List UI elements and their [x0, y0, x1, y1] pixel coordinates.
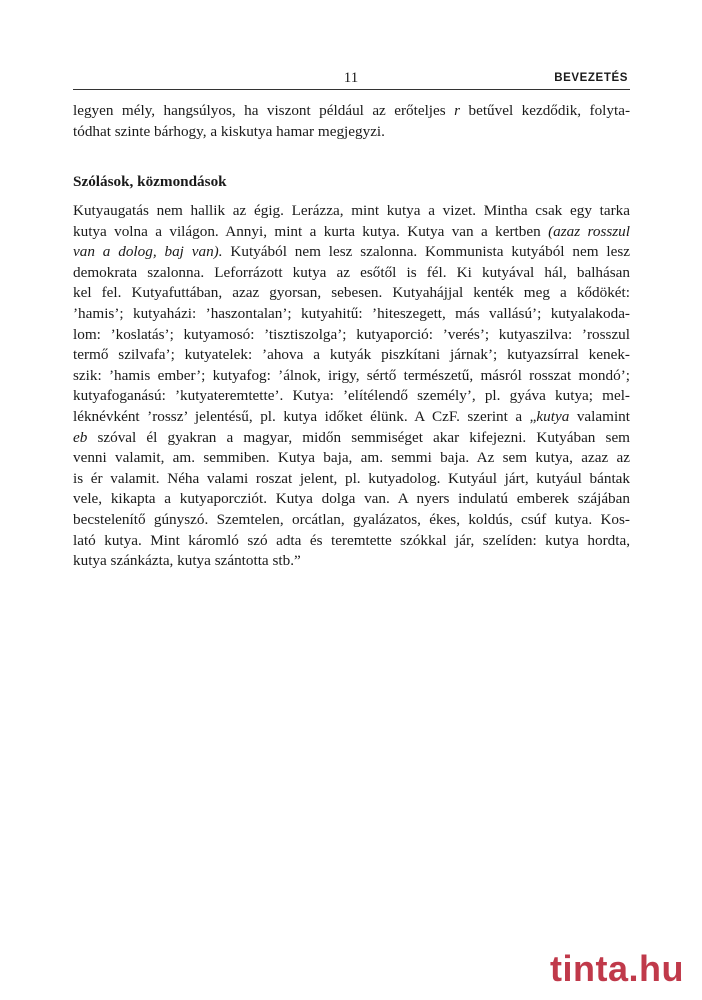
tinta-watermark-logo: tinta.hu [550, 948, 684, 989]
section-heading: Szólások, közmondások [73, 173, 227, 190]
italic-term: (azaz rosszul [548, 222, 630, 240]
italic-term: eb [73, 428, 88, 446]
running-head: BEVEZETÉS [554, 72, 628, 84]
body-line: van a dolog, baj van). Kutyából nem lesz szalonna. Kommunista kutyából nem lesz [73, 243, 631, 261]
body-paragraph [73, 201, 630, 572]
body-line: kutya volna a világon. Annyi, mint a kurta kutya. Kutya van a kertben (azaz rosszul [73, 222, 630, 240]
intro-line: legyen mély, hangsúlyos, ha viszont például az erőteljes r betűvel kezdődik, folyta- [73, 102, 631, 119]
body-line: termő szilvafa’; kutyatelek: ’ahova a kutyák piszkítani járnak’; kutyazsírral kenek- [73, 346, 630, 364]
body-line: kutya szánkázta, kutya szántotta stb.” [73, 552, 301, 570]
intro-paragraph [73, 101, 630, 142]
body-line: kutyafoganású: ’kutyateremtette’. Kutya: ’elítélendő személy’, pl. gyáva kutya; mel- [73, 387, 630, 405]
italic-letter: r [454, 102, 461, 119]
italic-term: van a dolog, baj van). [73, 243, 223, 261]
body-line: ’hamis’; kutyaházi: ’haszontalan’; kutyahitű: ’hiteszegett, más vallású’; kutyalakoda- [73, 304, 630, 322]
body-line: demokrata szalonna. Leforrázott kutya az esőtől is fél. Ki kutyával hál, balhásan [73, 263, 630, 281]
body-line: léknévként ’rossz’ jelentésű, pl. kutya időket élünk. A CzF. szerint a „kutya valamint [73, 407, 630, 425]
intro-line: tódhat szinte bárhogy, a kiskutya hamar megjegyzi. [73, 122, 385, 140]
italic-term: kutya [536, 407, 570, 425]
body-line: lom: ’koslatás’; kutyamosó: ’tisztiszolga’; kutyaporció: ’verés’; kutyaszilva: ’rosszul [73, 325, 630, 343]
body-line: Kutyaugatás nem hallik az égig. Lerázza, mint kutya a vizet. Mintha csak egy tarka [73, 202, 630, 219]
body-line: becstelenítő gúnyszó. Szemtelen, orcátlan, gyalázatos, ékes, koldús, csúf kutya. Kos- [73, 510, 630, 528]
body-line: vele, kikapta a kutyaporcziót. Kutya dolga van. A nyers indulatú emberek szájában [73, 490, 630, 508]
body-line: eb szóval él gyakran a magyar, midőn semmiséget akar kifejezni. Kutyában sem [73, 428, 630, 446]
page-number: 11 [343, 70, 359, 86]
header-rule [73, 89, 630, 90]
body-line: venni valamit, am. semmiben. Kutya baja, am. semmi baja. Az sem kutya, azaz az [73, 449, 630, 467]
body-line: szik: ’hamis ember’; kutyafog: ’álnok, irigy, sértő természetű, másról rosszat mondó’; [73, 366, 630, 384]
body-line: lató kutya. Mint káromló szó adta és teremtette szókkal jár, szelíden: kutya hordta, [73, 531, 630, 549]
body-line: is ér valamit. Néha valami roszat jelent, pl. kutyadolog. Kutyául járt, kutyául bántak [73, 469, 630, 487]
body-line: kel fel. Kutyafuttában, azaz gyorsan, sebesen. Kutyahájjal kenték meg a kődökét: [73, 284, 630, 302]
